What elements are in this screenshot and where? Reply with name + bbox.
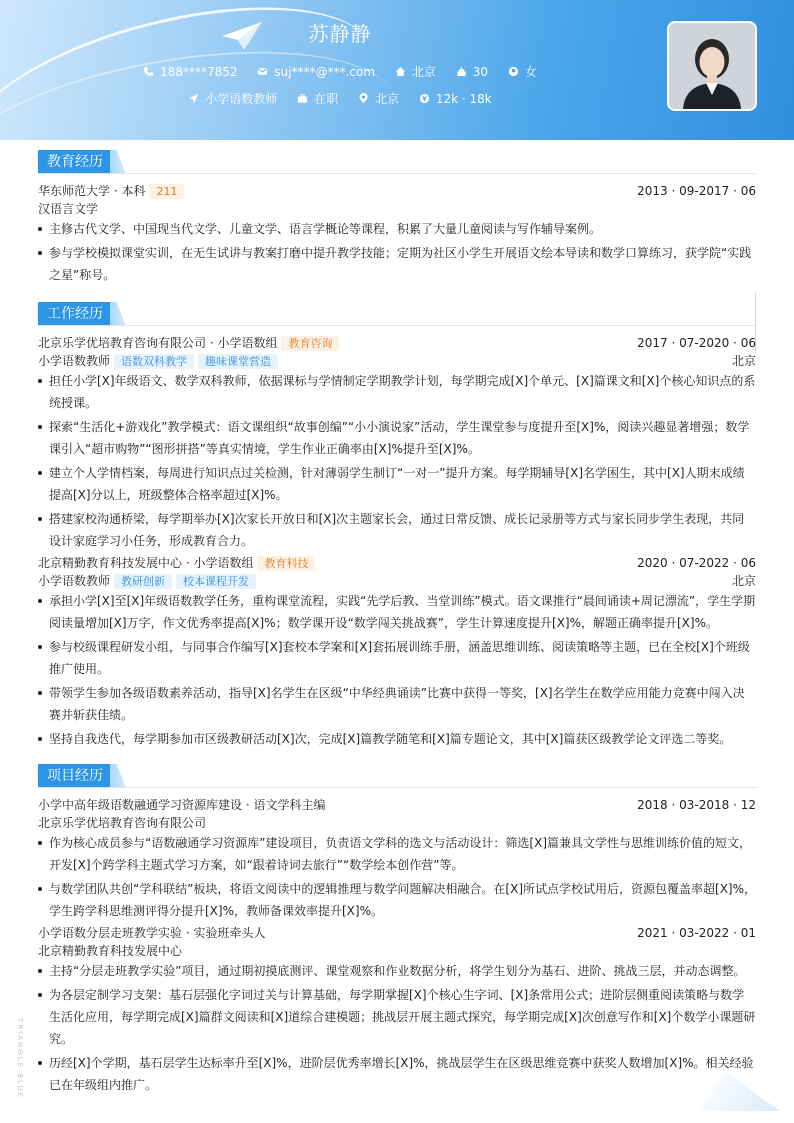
company-name: 北京精勤教育科技发展中心 · 小学语数组 (38, 556, 254, 570)
project-entry-header (38, 796, 756, 814)
section-title: 工作经历 (38, 302, 111, 326)
side-watermark-text: TRIANGLE BLUE (16, 1018, 24, 1100)
contact-row (0, 63, 680, 80)
list-item: 担任小学[X]年级语文、数学双科教师，依据课标与学情制定学期教学计划，每学期完成[X]个单元、[X]篇课文和[X]个核心知识点的系统授课。 (38, 370, 756, 414)
work-entry-header (38, 334, 756, 352)
project-bullets (38, 832, 756, 922)
section-title-decoration (110, 302, 126, 326)
project-bullets (38, 960, 756, 1096)
section-divider (38, 173, 756, 174)
school-tag: 211 (149, 184, 184, 199)
email-item (257, 65, 375, 79)
work-date: 2020 · 07-2022 · 06 (637, 556, 756, 570)
project-date: 2021 · 03-2022 · 01 (637, 926, 756, 940)
salary-item (419, 92, 492, 106)
gender-icon (508, 66, 519, 77)
project-date: 2018 · 03-2018 · 12 (637, 798, 756, 812)
work-city: 北京 (731, 354, 756, 368)
briefcase-icon (297, 93, 308, 104)
skill-tag: 教研创新 (114, 574, 172, 589)
position-item (188, 90, 277, 107)
industry-tag: 教育咨询 (281, 336, 339, 351)
residence-item (395, 63, 436, 80)
location-icon (358, 93, 369, 104)
home-icon (395, 66, 406, 77)
mail-icon (257, 66, 268, 77)
phone-item (143, 65, 237, 79)
email-text: suj****@***.com (274, 65, 376, 79)
work-entry-header (38, 554, 756, 572)
status-text: 在职 (314, 92, 339, 106)
position-text: 小学语数教师 (205, 92, 278, 106)
phone-text: 188****7852 (160, 65, 238, 79)
major-text: 汉语言文学 (38, 202, 99, 216)
education-bullets (38, 218, 756, 286)
list-item: 参与校级课程研发小组，与同事合作编写[X]套校本学案和[X]套拓展训练手册，涵盖思维训练、阅读策略等主题，已在全校[X]个班级推广使用。 (38, 636, 756, 680)
list-item: 搭建家校沟通桥梁，每学期举办[X]次家长开放日和[X]次主题家长会，通过日常反馈、成长记录册等方式与家长同步学生表现，共同设计家庭学习小任务，形成教育合力。 (38, 508, 756, 552)
list-item: 建立个人学情档案，每周进行知识点过关检测，针对薄弱学生制订“一对一”提升方案。每学期辅导[X]名学困生，其中[X]人期末成绩提高[X]分以上，班级整体合格率超过[X]%。 (38, 462, 756, 506)
list-item: 主修古代文学、中国现当代文学、儿童文学、语言学概论等课程，积累了大量儿童阅读与写作辅导案例。 (38, 218, 756, 240)
list-item: 主持“分层走班教学实验”项目，通过期初摸底测评、课堂观察和作业数据分析，将学生划分为基石、进阶、挑战三层，并动态调整。 (38, 960, 756, 982)
phone-icon (143, 66, 154, 77)
section-divider (38, 787, 756, 788)
work-date: 2017 · 07-2020 · 06 (637, 336, 756, 350)
portrait-image (669, 23, 755, 109)
section-title-decoration (110, 764, 126, 788)
salary-text: 12k · 18k (435, 92, 492, 106)
list-item: 历经[X]个学期，基石层学生达标率升至[X]%，进阶层优秀率增长[X]%，挑战层学生在区级思维竞赛中获奖人数增加[X]%。相关经验已在年级组内推广。 (38, 1052, 756, 1096)
section-divider (38, 325, 756, 326)
education-date: 2013 · 09-2017 · 06 (637, 184, 756, 198)
work-bullets (38, 370, 756, 552)
work-city: 北京 (731, 574, 756, 588)
school-name: 华东师范大学 · 本科 (38, 184, 146, 198)
age-item (456, 65, 488, 79)
target-city-item (358, 90, 399, 107)
role-text: 小学语数教师 (38, 354, 111, 368)
status-item (297, 90, 338, 107)
target-city-text: 北京 (374, 92, 399, 106)
project-entry-header (38, 924, 756, 942)
list-item: 探索“生活化+游戏化”教学模式：语文课组织“故事创编”“小小演说家”活动，学生课堂参与度提升至[X]%，阅读兴趣显著增强；数学课引入“超市购物”“图形拼搭”等真实情境，学生作业正确率由[X]%提升至[X]%。 (38, 416, 756, 460)
salary-icon (419, 93, 430, 104)
work-role-row (38, 572, 756, 590)
section-header-education (38, 150, 756, 174)
skill-tag: 趣味课堂营造 (198, 354, 278, 369)
list-item: 参与学校模拟课堂实训，在无生试讲与教案打磨中提升教学技能；定期为社区小学生开展语文绘本导读和数学口算练习，获学院“实践之星”称号。 (38, 242, 756, 286)
list-item: 为各层定制学习支架：基石层强化字词过关与计算基础，每学期掌握[X]个核心生字词、[X]条常用公式；进阶层侧重阅读策略与数学生活化应用，每学期完成[X]篇群文阅读和[X]道综合建模题；挑战层开展主题式探究，每学期完成[X]次创意写作和[X]个数学小课题研究。 (38, 984, 756, 1050)
section-title: 项目经历 (38, 764, 111, 788)
section-header-projects (38, 764, 756, 788)
section-title: 教育经历 (38, 150, 111, 174)
list-item: 带领学生参加各级语数素养活动，指导[X]名学生在区级“中华经典诵读”比赛中获得一等奖，[X]名学生在数学应用能力竞赛中闯入决赛并斩获佳绩。 (38, 682, 756, 726)
avatar (667, 21, 757, 111)
residence-text: 北京 (411, 65, 436, 79)
list-item: 作为核心成员参与“语数融通学习资源库”建设项目，负责语文学科的选文与活动设计：筛选[X]篇兼具文学性与思维训练价值的短文，开发[X]个跨学科主题式学习方案，如“跟着诗词去旅行”“数学绘本创作营”等。 (38, 832, 756, 876)
gender-text: 女 (524, 65, 537, 79)
education-major (38, 200, 756, 218)
send-icon (188, 93, 199, 104)
job-intent-row (0, 90, 680, 107)
resume-body (38, 150, 756, 1098)
skill-tag: 校本课程开发 (176, 574, 256, 589)
list-item: 承担小学[X]至[X]年级语数教学任务，重构课堂流程，实践“先学后教、当堂训练”模式。语文课推行“晨间诵读+周记漂流”，学生学期阅读量增加[X]万字，作文优秀率提高[X]%；数学课开设“数学闯关挑战赛”，学生计算速度提升[X]%，解题正确率提升[X]%。 (38, 590, 756, 634)
company-name: 北京乐学优培教育咨询有限公司 · 小学语数组 (38, 336, 278, 350)
list-item: 与数学团队共创“学科联结”板块，将语文阅读中的逻辑推理与数学问题解决相融合。在[X]所试点学校试用后，资源包覆盖率超[X]%，学生跨学科思维测评得分提升[X]%，教师备课效率提升[X]%。 (38, 878, 756, 922)
work-bullets (38, 590, 756, 750)
section-title-decoration (110, 150, 126, 174)
project-org (38, 942, 756, 960)
work-role-row (38, 352, 756, 370)
section-header-work (38, 302, 756, 326)
project-name: 小学语数分层走班教学实验 · 实验班牵头人 (38, 926, 266, 940)
list-item: 坚持自我迭代，每学期参加市区级教研活动[X]次，完成[X]篇教学随笔和[X]篇专题论文，其中[X]篇获区级教学论文评选二等奖。 (38, 728, 756, 750)
age-text: 30 (472, 65, 489, 79)
industry-tag: 教育科技 (257, 556, 315, 571)
project-org-text: 北京精勤教育科技发展中心 (38, 944, 183, 958)
project-org (38, 814, 756, 832)
gender-item (508, 63, 537, 80)
role-text: 小学语数教师 (38, 574, 111, 588)
education-entry-header (38, 182, 756, 200)
project-org-text: 北京乐学优培教育咨询有限公司 (38, 816, 207, 830)
header-banner (0, 0, 794, 140)
candidate-name: 苏静静 (308, 22, 372, 46)
project-name: 小学中高年级语数融通学习资源库建设 · 语文学科主编 (38, 798, 326, 812)
age-icon (456, 66, 467, 77)
skill-tag: 语数双科教学 (114, 354, 194, 369)
